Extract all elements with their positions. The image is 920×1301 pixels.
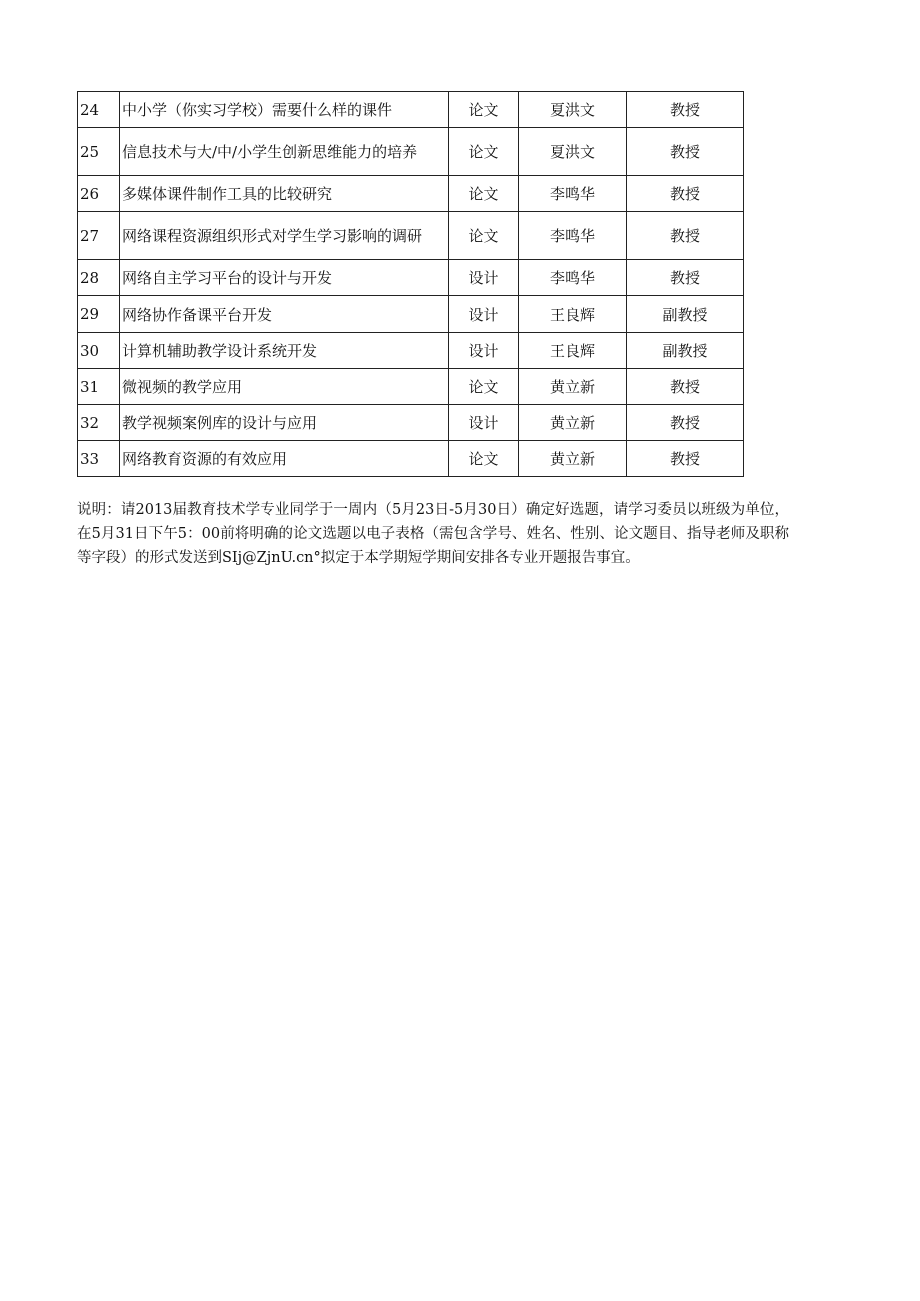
topic-type: 论文 — [449, 128, 519, 176]
topic-table-body — [78, 92, 744, 477]
topic-title: 微视频的教学应用 — [120, 369, 449, 405]
topic-number: 24 — [78, 92, 120, 128]
topic-title: 网络教育资源的有效应用 — [120, 441, 449, 477]
advisor-rank: 教授 — [627, 176, 744, 212]
topic-type: 设计 — [449, 333, 519, 369]
topic-number: 28 — [78, 260, 120, 296]
topic-title: 信息技术与大/中/小学生创新思维能力的培养 — [120, 128, 449, 176]
topic-number: 26 — [78, 176, 120, 212]
topic-number: 31 — [78, 369, 120, 405]
topic-advisor: 李鸣华 — [519, 260, 627, 296]
table-row — [78, 296, 744, 333]
advisor-rank: 副教授 — [627, 296, 744, 333]
topic-title: 计算机辅助教学设计系统开发 — [120, 333, 449, 369]
advisor-rank: 教授 — [627, 405, 744, 441]
table-row — [78, 333, 744, 369]
topic-advisor: 黄立新 — [519, 405, 627, 441]
table-row — [78, 212, 744, 260]
topic-title: 网络课程资源组织形式对学生学习影响的调研 — [120, 212, 449, 260]
topic-type: 论文 — [449, 176, 519, 212]
topic-number: 29 — [78, 296, 120, 333]
topic-type: 论文 — [449, 369, 519, 405]
advisor-rank: 教授 — [627, 441, 744, 477]
table-row — [78, 260, 744, 296]
table-row — [78, 441, 744, 477]
advisor-rank: 教授 — [627, 212, 744, 260]
topic-type: 设计 — [449, 260, 519, 296]
topic-number: 27 — [78, 212, 120, 260]
topic-advisor: 王良辉 — [519, 333, 627, 369]
instructions-note: 说明：请2013届教育技术学专业同学于一周内（5月23日-5月30日）确定好选题，请学习委员以班级为单位，在5月31日下午5：00前将明确的论文选题以电子表格（需包含学号、姓名、性别、论文题目、指导老师及职称等字段）的形式发送到SIj@ZjnU.cn°拟定于本学期短学期间安排各专业开题报告事宜。 — [77, 502, 789, 566]
topic-type: 论文 — [449, 92, 519, 128]
table-row — [78, 369, 744, 405]
topic-type: 论文 — [449, 212, 519, 260]
topic-advisor: 王良辉 — [519, 296, 627, 333]
topic-table — [77, 91, 744, 477]
topic-number: 33 — [78, 441, 120, 477]
table-row — [78, 176, 744, 212]
advisor-rank: 教授 — [627, 369, 744, 405]
topic-title: 教学视频案例库的设计与应用 — [120, 405, 449, 441]
topic-title: 多媒体课件制作工具的比较研究 — [120, 176, 449, 212]
topic-type: 设计 — [449, 296, 519, 333]
advisor-rank: 教授 — [627, 128, 744, 176]
topic-advisor: 夏洪文 — [519, 92, 627, 128]
table-row — [78, 92, 744, 128]
topic-number: 32 — [78, 405, 120, 441]
topic-title: 网络自主学习平台的设计与开发 — [120, 260, 449, 296]
topic-advisor: 黄立新 — [519, 369, 627, 405]
topic-advisor: 黄立新 — [519, 441, 627, 477]
advisor-rank: 教授 — [627, 92, 744, 128]
topic-number: 30 — [78, 333, 120, 369]
topic-number: 25 — [78, 128, 120, 176]
topic-advisor: 李鸣华 — [519, 212, 627, 260]
table-row — [78, 405, 744, 441]
advisor-rank: 教授 — [627, 260, 744, 296]
table-row — [78, 128, 744, 176]
topic-title: 网络协作备课平台开发 — [120, 296, 449, 333]
topic-advisor: 李鸣华 — [519, 176, 627, 212]
advisor-rank: 副教授 — [627, 333, 744, 369]
topic-type: 设计 — [449, 405, 519, 441]
topic-title: 中小学（你实习学校）需要什么样的课件 — [120, 92, 449, 128]
topic-type: 论文 — [449, 441, 519, 477]
topic-advisor: 夏洪文 — [519, 128, 627, 176]
